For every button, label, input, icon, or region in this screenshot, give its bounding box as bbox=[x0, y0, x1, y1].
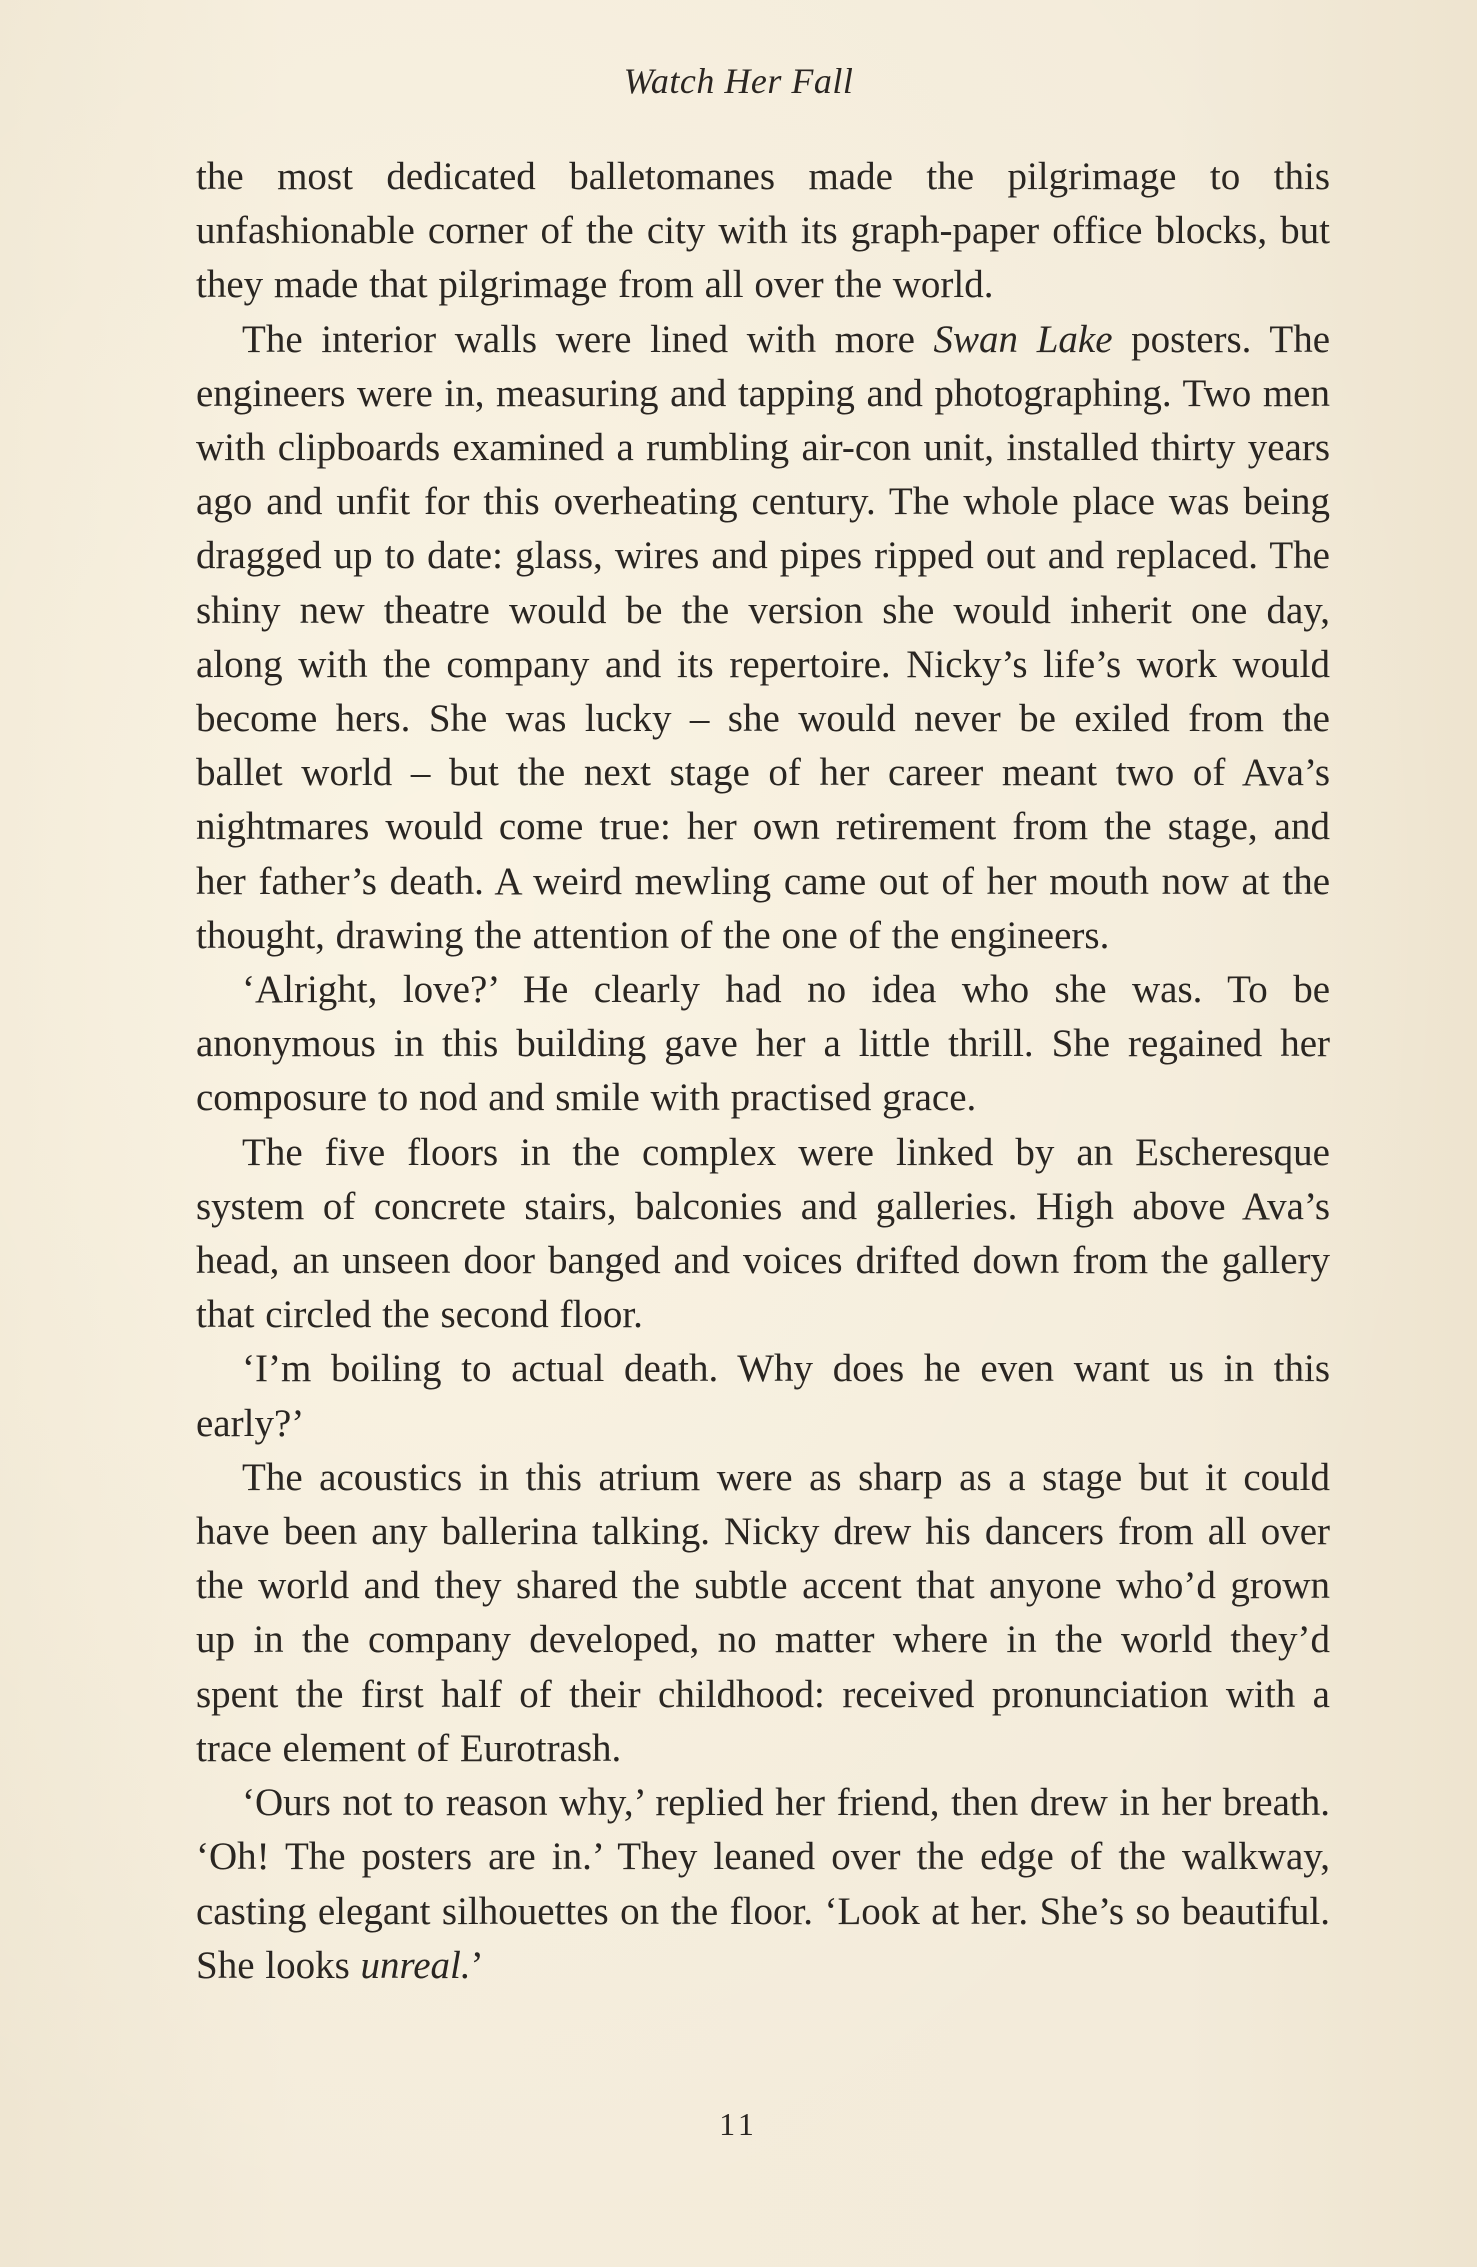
paragraph-3 bbox=[196, 963, 1330, 1126]
paragraph-1 bbox=[196, 150, 1330, 313]
paragraph-text: posters. The engineers were in, measuring and tapping and photographing. Two men with clipboards examined a rumbling air-con unit, installed thirty years ago and unfit for this overheating century. The whole place was being dragged up to date: glass, wires and pipes ripped out and replaced. The shiny new theatre would be the version she would inherit one day, along with the company and its repertoire. Nicky’s life’s work would become hers. She was lucky – she would never be exiled from the ballet world – but the next stage of her career meant two of Ava’s nightmares would come true: her own retirement from the stage, and her father’s death. A weird mewling came out of her mouth now at the thought, drawing the attention of the one of the engineers. bbox=[196, 317, 1331, 957]
paragraph-text: ’ bbox=[470, 1943, 484, 1987]
paragraph-text: ‘I’m boiling to actual death. Why does he even want us in this early?’ bbox=[196, 1347, 1330, 1445]
paragraph-text: The five floors in the complex were linked by an Escheresque system of concrete stairs, balconies and galleries. High above Ava’s head, an unseen door banged and voices drifted down from the gallery that circled the second floor. bbox=[196, 1130, 1330, 1337]
paragraph-text: the most dedicated balletomanes made the pilgrimage to this unfashionable corner of the city with its graph-paper office blocks, but they made that pilgrimage from all over the world. bbox=[196, 155, 1330, 307]
paragraph-4 bbox=[196, 1126, 1330, 1343]
paragraph-text: The acoustics in this atrium were as sharp as a stage but it could have been any ballerina talking. Nicky drew his dancers from all over the world and they shared the subtle accent that anyone who’d grown up in the company developed, no matter where in the world they’d spent the first half of their childhood: received pronunciation with a trace element of Eurotrash. bbox=[196, 1455, 1330, 1770]
paragraph-text: ‘Ours not to reason why,’ replied her friend, then drew in her breath. ‘Oh! The posters are in.’ They leaned over the edge of the walkway, casting elegant silhouettes on the floor. ‘Look at her. She’s so beautiful. She looks bbox=[196, 1781, 1330, 1987]
body-text bbox=[196, 150, 1330, 1993]
italic-emphasis: unreal. bbox=[360, 1943, 471, 1987]
paragraph-2 bbox=[196, 313, 1330, 963]
italic-title: Swan Lake bbox=[933, 317, 1113, 361]
paragraph-5 bbox=[196, 1342, 1330, 1450]
paragraph-text: The interior walls were lined with more bbox=[242, 317, 934, 361]
paragraph-7 bbox=[196, 1776, 1330, 1993]
paragraph-6 bbox=[196, 1451, 1330, 1776]
page-number: 11 bbox=[719, 2106, 758, 2142]
paragraph-text: ‘Alright, love?’ He clearly had no idea who she was. To be anonymous in this building gave her a little thrill. She regained her composure to nod and smile with practised grace. bbox=[196, 968, 1330, 1120]
running-head: Watch Her Fall bbox=[623, 61, 854, 101]
